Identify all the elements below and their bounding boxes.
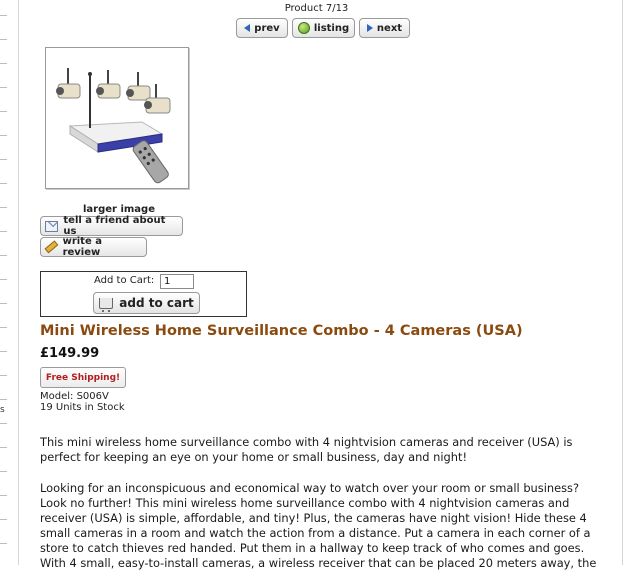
gutter-tick <box>0 39 7 40</box>
gutter-tick <box>0 135 7 136</box>
prev-button[interactable] <box>236 18 288 38</box>
gutter-tick <box>0 159 7 160</box>
add-to-cart-button[interactable] <box>93 292 200 314</box>
listing-icon <box>298 22 310 34</box>
pencil-icon <box>45 241 58 254</box>
gutter-tick <box>0 15 7 16</box>
gutter-tick <box>0 471 7 472</box>
gutter-tick <box>0 447 7 448</box>
content-right-border <box>622 0 623 565</box>
gutter-tick <box>0 87 7 88</box>
gutter-tick <box>0 399 7 400</box>
product-image[interactable] <box>45 47 189 189</box>
arrow-left-icon <box>244 24 250 32</box>
gutter-tick <box>0 351 7 352</box>
gutter-tick <box>0 111 7 112</box>
gutter-tick <box>0 279 7 280</box>
product-model: Model: S006V <box>40 391 109 402</box>
add-to-cart-button-label: add to cart <box>119 296 194 310</box>
listing-button[interactable] <box>292 18 355 38</box>
gutter-tick <box>0 543 7 544</box>
add-to-cart-label: Add to Cart: <box>94 275 155 286</box>
prev-button-label: prev <box>254 22 280 34</box>
gutter-tick <box>0 327 7 328</box>
larger-image-link[interactable]: larger image <box>83 204 155 215</box>
next-button-label: next <box>376 22 403 34</box>
sidebar-text-fragment: s <box>0 405 5 415</box>
product-price: £149.99 <box>40 346 100 361</box>
gutter-tick <box>0 63 7 64</box>
tell-a-friend-label: tell a friend about us <box>63 215 166 237</box>
gutter-tick <box>0 375 7 376</box>
gutter-tick <box>0 519 7 520</box>
product-title: Mini Wireless Home Surveillance Combo - 4 Cameras (USA) <box>40 323 523 339</box>
envelope-icon <box>45 221 58 232</box>
gutter-tick <box>0 207 7 208</box>
quantity-input[interactable] <box>160 274 194 289</box>
arrow-right-icon <box>367 24 373 32</box>
description-paragraph: Looking for an inconspicuous and economical way to watch over your room or small business? Look no further! This mini wireless home surveillance combo with 4 nightvision cameras and receiver (USA) is simple, affordable, and tiny! Plus, the cameras have night vision! Hide these 4 small cameras in a room and watch the action from a distance. Put a camera in each corner of a store to catch thieves red handed. Put them in a hallway to keep track of who comes and goes. With 4 small, easy-to-install cameras, a wireless receiver that can be placed 20 meters away, the <box>40 481 597 570</box>
free-shipping-badge: Free Shipping! <box>40 367 126 388</box>
stock-status: 19 Units in Stock <box>40 402 125 413</box>
next-button[interactable] <box>359 18 410 38</box>
add-to-cart-box <box>40 271 247 317</box>
gutter-tick <box>0 495 7 496</box>
gutter-tick <box>0 231 7 232</box>
product-counter: Product 7/13 <box>284 3 349 14</box>
product-photo-illustration <box>46 48 188 188</box>
write-review-label: write a review <box>62 236 102 258</box>
gutter-tick <box>0 303 7 304</box>
write-review-button[interactable] <box>40 237 147 257</box>
description-paragraph: This mini wireless home surveillance combo with 4 nightvision cameras and receiver (USA) is perfect for keeping an eye on your home or small business, day and night! <box>40 435 573 464</box>
gutter-tick <box>0 183 7 184</box>
tell-a-friend-button[interactable] <box>40 216 183 236</box>
listing-button-label: listing <box>313 22 350 34</box>
shopping-cart-icon <box>99 298 113 309</box>
gutter-tick <box>0 255 7 256</box>
left-sidebar-edge <box>0 0 19 565</box>
gutter-tick <box>0 423 7 424</box>
